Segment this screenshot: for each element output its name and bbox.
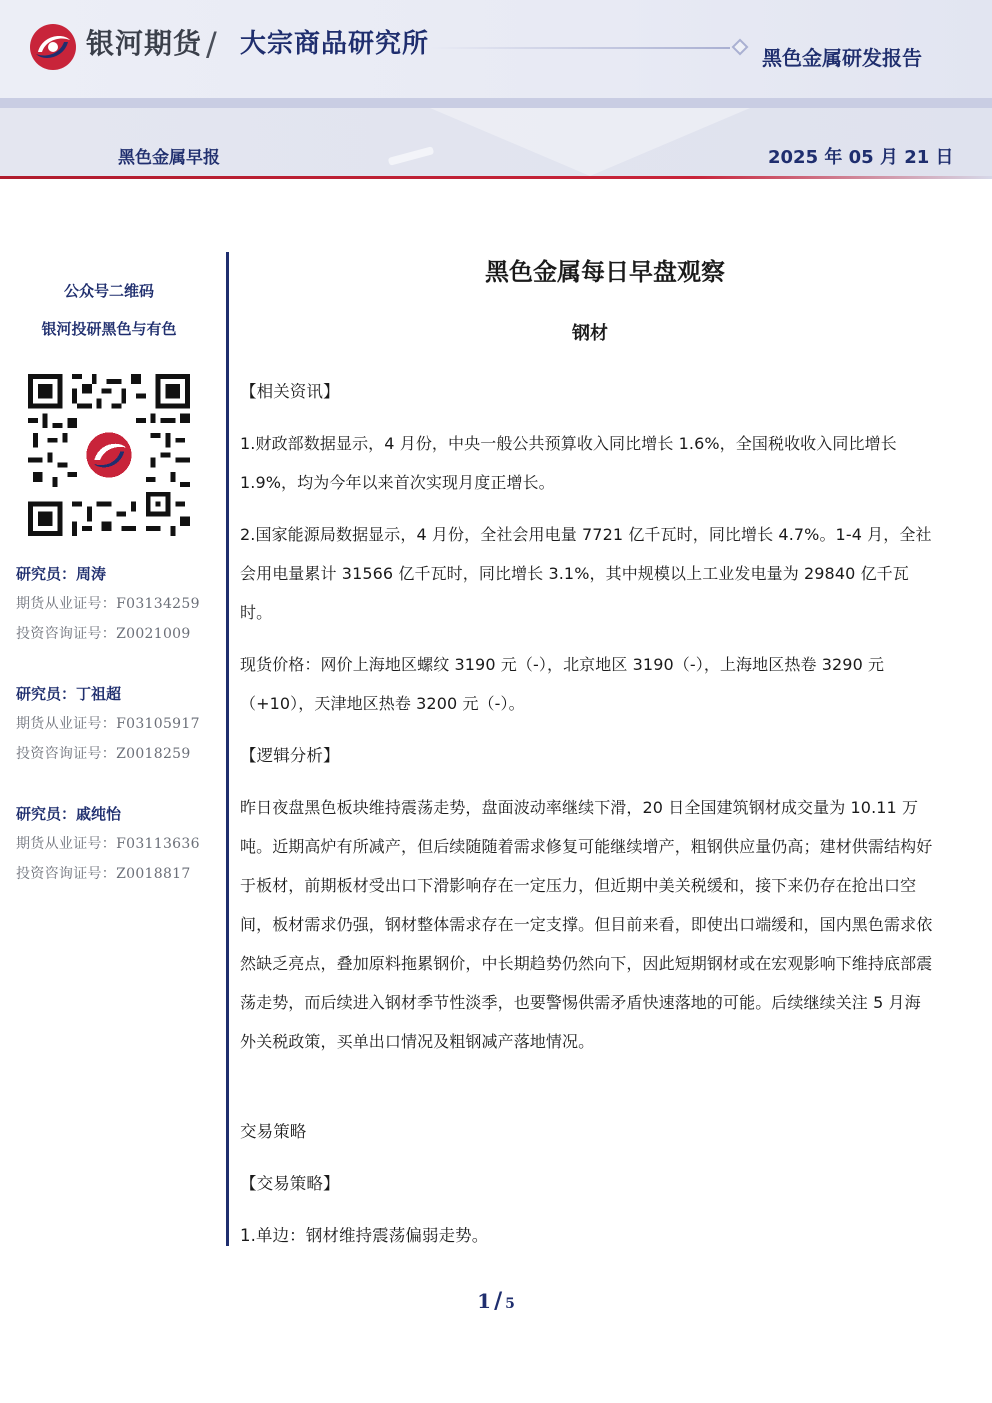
header-decorative-line — [430, 47, 730, 49]
analyst-block — [16, 564, 226, 644]
futures-license: 期货从业证号：F03105917 — [16, 716, 200, 732]
strategy-heading: 【交易策略】 — [240, 1174, 340, 1193]
strategy-item: 1.单边：钢材维持震荡偏弱走势。 — [240, 1226, 489, 1245]
company-name: 银河期货 — [86, 27, 203, 60]
analyst-block — [16, 804, 226, 884]
qr-account-name: 银河投研黑色与有色 — [41, 320, 177, 338]
logic-analysis-text: 昨日夜盘黑色板块维持震荡走势，盘面波动率继续下滑，20 日全国建筑钢材成交量为 10.11 万吨。近期高炉有所减产，但后续随随着需求修复可能继续增产，粗钢供应量仍高；建材供需结构好于板材，前期板材受出口下滑影响存在一定压力，但近期中美关税缓和，接下来仍存在抢出口空间，板材需求仍强，钢材整体需求存在一定支撑。但目前来看，即使出口端缓和，国内黑色需求依然缺乏亮点，叠加原料拖累钢价，中长期趋势仍然向下，因此短期钢材或在宏观影响下维持底部震荡走势，而后续进入钢材季节性淡季，也要警惕供需矛盾快速落地的可能。后续继续关注 5 月海外关税政策，买单出口情况及粗钢减产落地情况。 — [240, 798, 933, 1051]
header-divider-band — [0, 98, 992, 108]
qr-label: 公众号二维码 — [63, 282, 154, 300]
news-heading: 【相关资讯】 — [240, 382, 340, 401]
analyst-name: 研究员：戚纯怡 — [16, 805, 122, 823]
futures-license: 期货从业证号：F03113636 — [16, 836, 200, 852]
report-date: 2025 年 05 月 21 日 — [768, 147, 954, 168]
futures-license: 期货从业证号：F03134259 — [16, 596, 200, 612]
document-subtitle: 钢材 — [572, 323, 608, 344]
advisory-license: 投资咨询证号：Z0021009 — [16, 626, 191, 642]
analyst-name: 研究员：周涛 — [16, 565, 107, 583]
report-series: 黑色金属早报 — [118, 148, 220, 168]
analyst-block — [16, 684, 226, 764]
decorative-bar — [388, 146, 435, 166]
spot-price-text: 现货价格：网价上海地区螺纹 3190 元（-），北京地区 3190（-），上海地区热卷 3290 元（+10），天津地区热卷 3200 元（-）。 — [240, 655, 885, 713]
analyst-name: 研究员：丁祖超 — [16, 685, 122, 703]
header-accent-line — [0, 176, 992, 179]
advisory-license: 投资咨询证号：Z0018817 — [16, 866, 191, 882]
report-type: 黑色金属研发报告 — [762, 46, 922, 70]
page-current: 1 — [477, 1289, 492, 1313]
page-number — [0, 1288, 992, 1314]
page-separator: / — [494, 1288, 503, 1314]
page-total: 5 — [505, 1296, 515, 1312]
company-logo-icon — [28, 22, 78, 72]
strategy-label: 交易策略 — [240, 1122, 307, 1141]
decorative-triangle — [430, 108, 750, 176]
news-item: 2.国家能源局数据显示，4 月份，全社会用电量 7721 亿千瓦时，同比增长 4.7%。1-4 月，全社会用电量累计 31566 亿千瓦时，同比增长 3.1%，其中规模以上工业发电量为 29840 亿千瓦时。 — [240, 525, 932, 622]
institute-name: 大宗商品研究所 — [240, 29, 430, 59]
news-item: 1.财政部数据显示，4 月份，中央一般公共预算收入同比增长 1.6%，全国税收收入同比增长 1.9%，均为今年以来首次实现月度正增长。 — [240, 434, 897, 492]
logic-heading: 【逻辑分析】 — [240, 746, 340, 765]
sidebar-divider — [226, 252, 229, 1246]
document-title: 黑色金属每日早盘观察 — [485, 258, 725, 286]
qr-code-icon — [28, 374, 190, 536]
header-separator: / — [206, 25, 217, 63]
advisory-license: 投资咨询证号：Z0018259 — [16, 746, 191, 762]
